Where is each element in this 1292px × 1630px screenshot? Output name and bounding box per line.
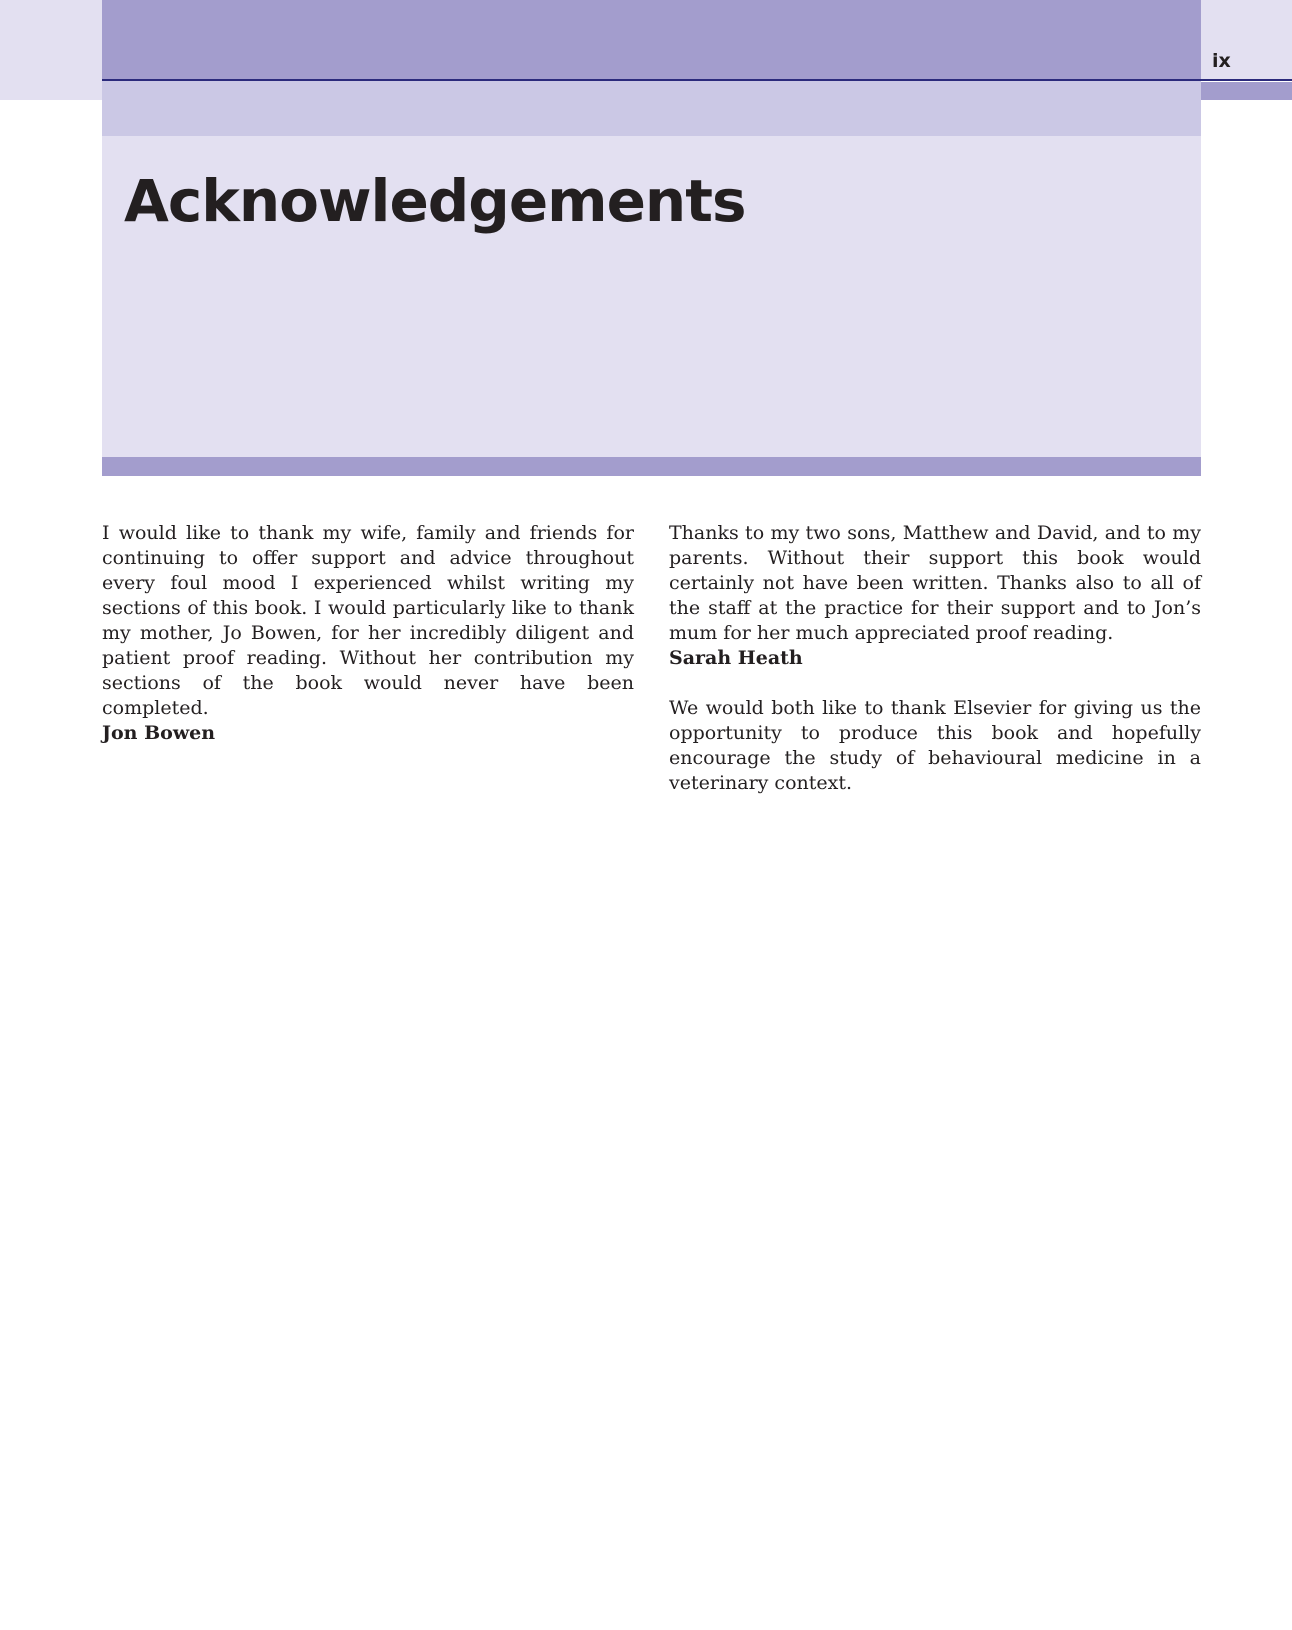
paragraph-gap bbox=[669, 671, 1201, 696]
right-column bbox=[669, 521, 1201, 796]
page-title: Acknowledgements bbox=[124, 167, 746, 235]
left-column bbox=[102, 521, 634, 746]
acknowledgement-paragraph-bowen: I would like to thank my wife, family and friends for continuing to offer support and advice throughout every foul mood I experienced whilst writing my sections of this book. I would particularly like to thank my mother, Jo Bowen, for her incredibly diligent and patient proof reading. Without her contribution my sections of the book would never have been completed. bbox=[102, 522, 634, 719]
page-number: ix bbox=[1212, 50, 1231, 72]
corner-block-left bbox=[0, 0, 102, 100]
acknowledgement-paragraph-joint: We would both like to thank Elsevier for giving us the opportunity to produce this book and hopefully encourage the study of behavioural medicine in a veterinary context. bbox=[669, 697, 1201, 794]
corner-strip-right bbox=[1201, 82, 1292, 100]
signature-bowen: Jon Bowen bbox=[102, 722, 216, 744]
header-band-top bbox=[102, 0, 1201, 80]
header-band-bottom bbox=[102, 457, 1201, 476]
signature-heath: Sarah Heath bbox=[669, 647, 803, 669]
acknowledgement-paragraph-heath: Thanks to my two sons, Matthew and David, and to my parents. Without their support this book would certainly not have been written. Thanks also to all of the staff at the practice for their support and to Jon’s mum for her much appreciated proof reading. bbox=[669, 522, 1201, 644]
header-band-middle bbox=[102, 81, 1201, 136]
